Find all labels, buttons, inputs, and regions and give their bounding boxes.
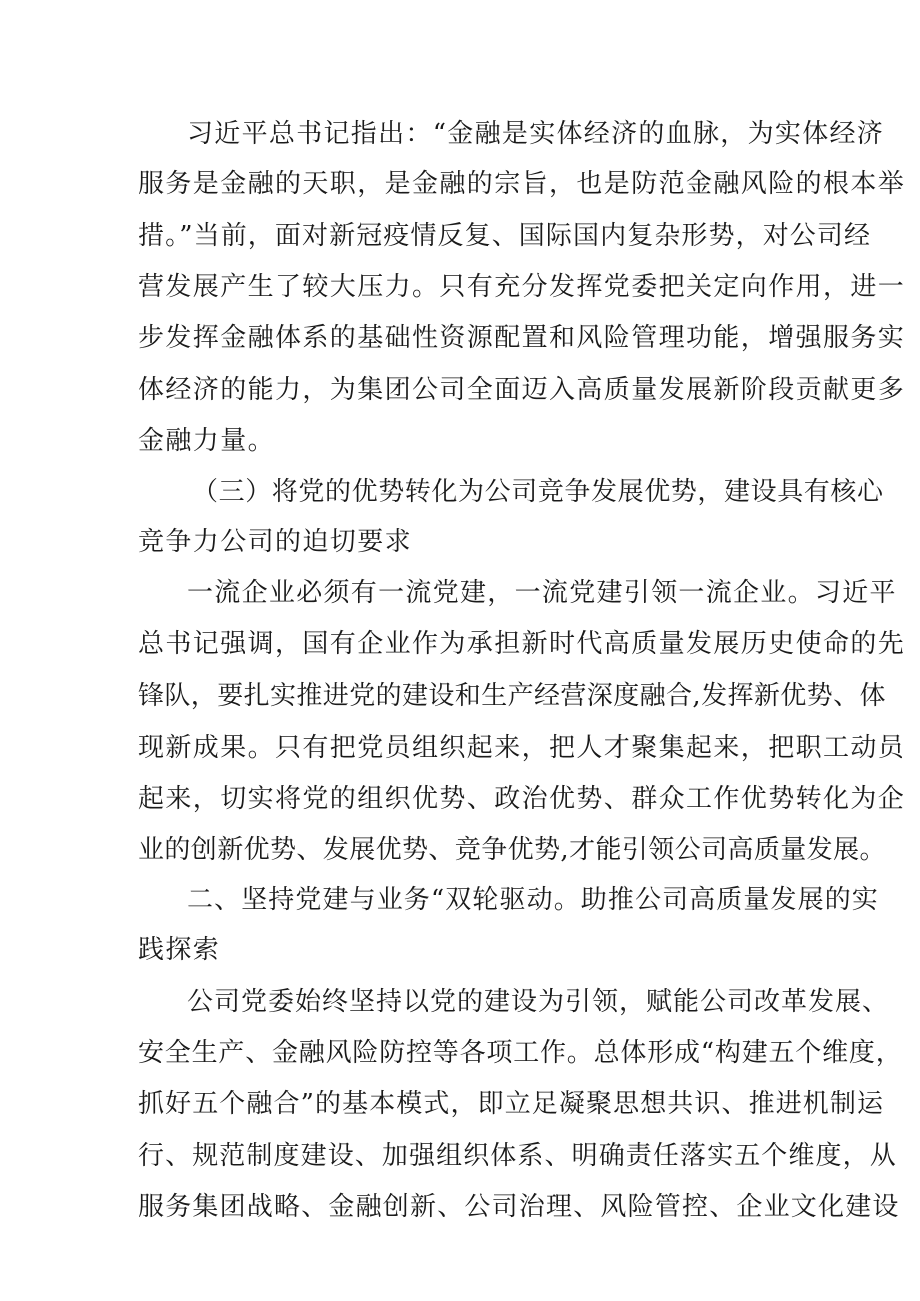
heading-line: 践探索: [138, 935, 221, 965]
heading-line: 二、坚持党建与业务“双轮驱动。助推公司高质量发展的实: [187, 885, 879, 915]
text-line: 服务是金融的天职，是金融的宗旨，也是防范金融风险的根本举: [138, 169, 906, 199]
text-line: 营发展产生了较大压力。只有充分发挥党委把关定向作用，进一: [138, 272, 906, 302]
text-line: 安全生产、金融风险防控等各项工作。总体形成“构建五个维度，: [138, 1038, 903, 1068]
text-line: 步发挥金融体系的基础性资源配置和风险管理功能，增强服务实: [138, 323, 906, 353]
text-line: 抓好五个融合”的基本模式，即立足凝聚思想共识、推进机制运: [138, 1089, 885, 1119]
text-line: 体经济的能力，为集团公司全面迈入高质量发展新阶段贡献更多: [138, 375, 906, 405]
text-line: 一流企业必须有一流党建，一流党建引领一流企业。习近平: [187, 578, 897, 608]
heading-line: 竞争力公司的迫切要求: [138, 527, 413, 557]
heading-line: （三）将党的优势转化为公司竞争发展优势，建设具有核心: [192, 477, 884, 507]
text-line: 习近平总书记指出：“金融是实体经济的血脉，为实体经济: [187, 119, 885, 149]
text-line: 总书记强调，国有企业作为承担新时代高质量发展历史使命的先: [138, 629, 906, 659]
text-line: 锋队，要扎实推进党的建设和生产经营深度融合,发挥新优势、体: [138, 681, 886, 711]
text-line: 起来，切实将党的组织优势、政治优势、群众工作优势转化为企: [138, 784, 906, 814]
text-line: 行、规范制度建设、加强组织体系、明确责任落实五个维度，从: [138, 1141, 897, 1171]
text-line: 现新成果。只有把党员组织起来，把人才聚集起来，把职工动员: [138, 733, 906, 763]
text-line: 业的创新优势、发展优势、竞争优势,才能引领公司高质量发展。: [138, 835, 886, 865]
text-line: 服务集团战略、金融创新、公司治理、风险管控、企业文化建设: [138, 1192, 900, 1222]
text-line: 措。”当前，面对新冠疫情反复、国际国内复杂形势，对公司经: [138, 221, 872, 251]
text-line: 金融力量。: [138, 426, 276, 456]
text-line: 公司党委始终坚持以党的建设为引领，赋能公司改革发展、: [187, 987, 890, 1017]
